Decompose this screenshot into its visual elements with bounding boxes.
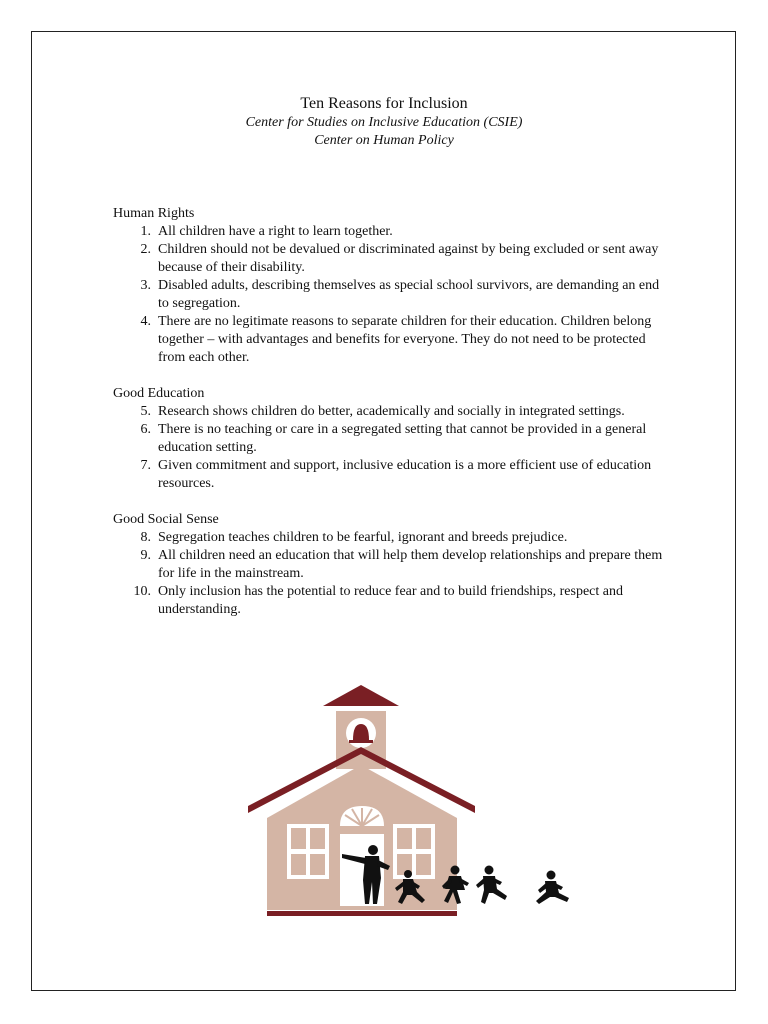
- list-item: [113, 241, 673, 277]
- item-text: There are no legitimate reasons to separate children for their education. Children belong together – with advantages and benefits for everyone. They do not need to be protected from each other.: [158, 314, 652, 365]
- item-number: 10.: [133, 584, 151, 599]
- section-good-education: [113, 385, 673, 493]
- bell-rim: [349, 740, 373, 743]
- item-number: 9.: [140, 548, 151, 563]
- item-number: 7.: [140, 458, 151, 473]
- item-number: 3.: [140, 278, 151, 293]
- section-heading: Good Education: [113, 386, 205, 401]
- list-item: [113, 457, 673, 493]
- school-base: [267, 911, 457, 916]
- item-number: 8.: [140, 530, 151, 545]
- child-silhouette-icon: [476, 866, 507, 905]
- section-human-rights: [113, 205, 673, 367]
- child-silhouette-icon: [536, 871, 569, 905]
- right-window: [393, 824, 435, 879]
- tower-roof: [323, 685, 399, 706]
- section-heading: Human Rights: [113, 206, 195, 221]
- item-text: All children have a right to learn together.: [158, 224, 393, 239]
- item-text: Disabled adults, describing themselves as special school survivors, are demanding an end to segregation.: [158, 278, 660, 311]
- item-text: Segregation teaches children to be fearful, ignorant and breeds prejudice.: [158, 530, 568, 545]
- list-item: [113, 313, 673, 367]
- document-subtitle-chp: Center on Human Policy: [314, 133, 454, 148]
- item-text: Children should not be devalued or discriminated against by being excluded or sent away because of their disability.: [158, 242, 659, 275]
- item-number: 4.: [140, 314, 151, 329]
- item-text: Research shows children do better, academically and socially in integrated settings.: [158, 404, 625, 419]
- list-item: [113, 223, 673, 241]
- list-item: [113, 421, 673, 457]
- item-number: 6.: [140, 422, 151, 437]
- item-number: 1.: [140, 224, 151, 239]
- item-text: There is no teaching or care in a segregated setting that cannot be provided in a general education setting.: [158, 422, 647, 455]
- item-text: All children need an education that will help them develop relationships and prepare them for life in the mainstream.: [158, 548, 663, 581]
- left-window: [287, 824, 329, 879]
- section-heading: Good Social Sense: [113, 512, 219, 527]
- list-item: [113, 277, 673, 313]
- list-item: [113, 403, 673, 421]
- list-item: [113, 529, 673, 547]
- item-text: Only inclusion has the potential to reduce fear and to build friendships, respect and understanding.: [158, 584, 623, 617]
- list-item: [113, 583, 673, 619]
- item-text: Given commitment and support, inclusive education is a more efficient use of education resources.: [158, 458, 652, 491]
- document-subtitle-csie: Center for Studies on Inclusive Education (CSIE): [245, 115, 523, 130]
- schoolhouse-with-children-icon: [245, 682, 585, 922]
- section-good-social-sense: [113, 511, 673, 619]
- item-number: 5.: [140, 404, 151, 419]
- document-title: Ten Reasons for Inclusion: [300, 95, 468, 112]
- item-number: 2.: [140, 242, 151, 257]
- reasons-content: [113, 205, 673, 637]
- list-item: [113, 547, 673, 583]
